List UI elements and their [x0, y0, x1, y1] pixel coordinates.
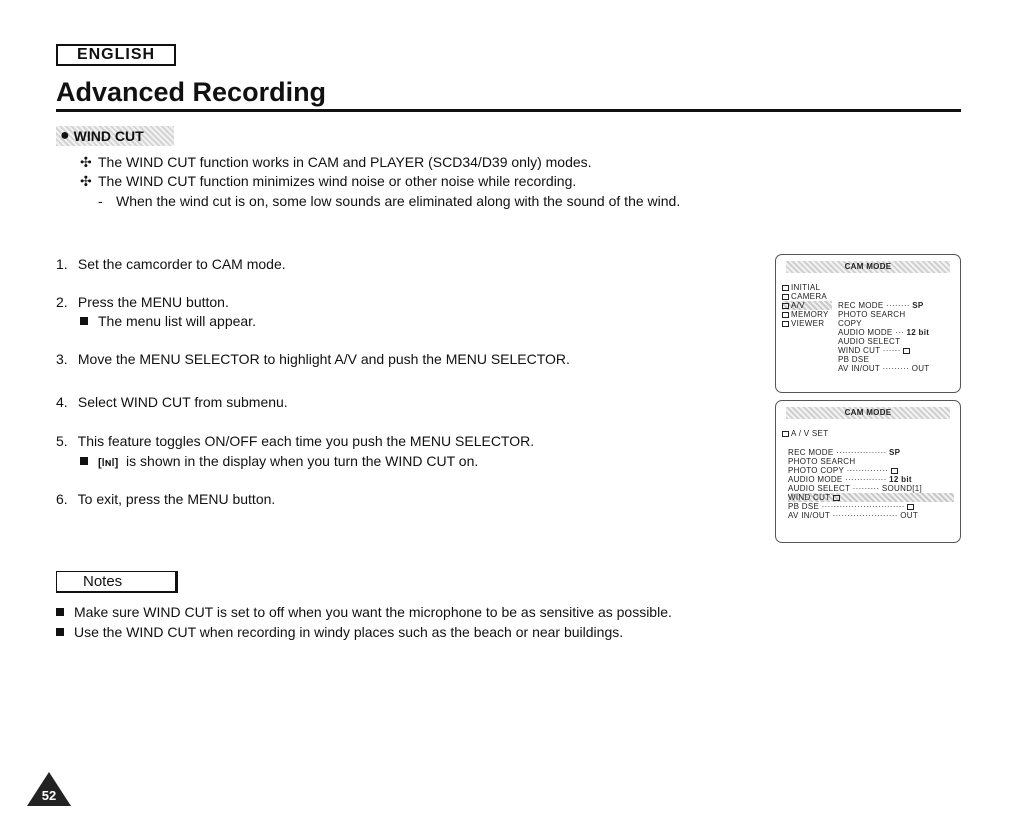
tape-icon: [782, 285, 789, 291]
submenu-row: AV IN/OUT ········· OUT: [838, 364, 930, 373]
menu-item-memory: MEMORY: [782, 310, 829, 319]
cross-bullet-icon: ✣: [80, 173, 92, 189]
square-bullet-icon: [80, 317, 88, 325]
step-1: 1. Set the camcorder to CAM mode.: [56, 256, 286, 272]
menu-item-initial: INITIAL: [782, 283, 820, 292]
step-3: 3. Move the MENU SELECTOR to highlight A/V and push the MENU SELECTOR.: [56, 351, 570, 367]
memory-icon: [782, 312, 789, 318]
language-label: ENGLISH: [56, 44, 176, 66]
step-4: 4. Select WIND CUT from submenu.: [56, 394, 288, 410]
menu-item-av: A/V: [782, 301, 832, 310]
submenu-row: PB DSE ····························: [788, 502, 916, 511]
camera-icon: [782, 294, 789, 300]
submenu-row: WIND CUT ······: [838, 346, 912, 355]
menu-item-viewer: VIEWER: [782, 319, 824, 328]
submenu-row-selected: WIND CUT: [788, 493, 954, 502]
cross-bullet-icon: ✣: [80, 154, 92, 170]
wind-cut-icon: [833, 495, 840, 501]
step-6: 6. To exit, press the MENU button.: [56, 491, 276, 507]
submenu-row: AUDIO MODE ··· 12 bit: [838, 328, 930, 337]
step-2: 2. Press the MENU button.: [56, 294, 229, 310]
intro-subnote: - When the wind cut is on, some low sounds are eliminated along with the sound of the wind.: [98, 193, 681, 209]
intro-item-2: ✣ The WIND CUT function minimizes wind noise or other noise while recording.: [80, 173, 577, 189]
av-icon: [782, 431, 789, 437]
square-bullet-icon: [56, 608, 64, 616]
menu-screen-2: [775, 400, 961, 543]
submenu-row: PHOTO SEARCH: [788, 457, 856, 466]
title-divider: [56, 109, 961, 112]
square-bullet-icon: [56, 628, 64, 636]
step-5-subnote: [ǀɴǀ] is shown in the display when you turn the WIND CUT on.: [80, 452, 478, 472]
submenu-row: AUDIO SELECT: [838, 337, 901, 346]
bullet-dot-icon: ●: [60, 127, 70, 144]
submenu-row: PHOTO SEARCH: [838, 310, 906, 319]
submenu-row: AUDIO MODE ·············· 12 bit: [788, 475, 912, 484]
screen-header: CAM MODE: [786, 261, 950, 273]
page-title: Advanced Recording: [56, 77, 327, 107]
copy-icon: [891, 468, 898, 474]
submenu-row: COPY: [838, 319, 862, 328]
submenu-row: PB DSE: [838, 355, 870, 364]
wind-cut-icon: [ǀɴǀ]: [98, 457, 119, 469]
square-indicator-icon: [903, 348, 910, 354]
notes-label: Notes: [56, 571, 178, 593]
note-item-1: Make sure WIND CUT is set to off when you want the microphone to be as sensitive as possible.: [56, 603, 672, 621]
submenu-row: AV IN/OUT ······················ OUT: [788, 511, 919, 520]
viewer-icon: [782, 321, 789, 327]
submenu-title: A / V SET: [782, 429, 828, 438]
page-number: 52: [41, 788, 57, 803]
submenu-row: AUDIO SELECT ········· SOUND[1]: [788, 484, 923, 493]
submenu-row: REC MODE ················· SP: [788, 448, 901, 457]
menu-screen-1: [775, 254, 961, 393]
section-title: WIND CUT: [73, 128, 144, 144]
screen-header: CAM MODE: [786, 407, 950, 419]
submenu-row: REC MODE ········ SP: [838, 301, 924, 310]
square-bullet-icon: [80, 457, 88, 465]
menu-item-camera: CAMERA: [782, 292, 827, 301]
square-indicator-icon: [907, 504, 914, 510]
section-heading: [56, 126, 174, 146]
step-2-subnote: The menu list will appear.: [80, 312, 256, 330]
av-icon: [782, 303, 789, 309]
step-5: 5. This feature toggles ON/OFF each time you push the MENU SELECTOR.: [56, 433, 535, 449]
note-item-2: Use the WIND CUT when recording in windy places such as the beach or near buildings.: [56, 623, 623, 641]
intro-item-1: ✣ The WIND CUT function works in CAM and PLAYER (SCD34/D39 only) modes.: [80, 154, 592, 170]
submenu-row: PHOTO COPY ··············: [788, 466, 900, 475]
